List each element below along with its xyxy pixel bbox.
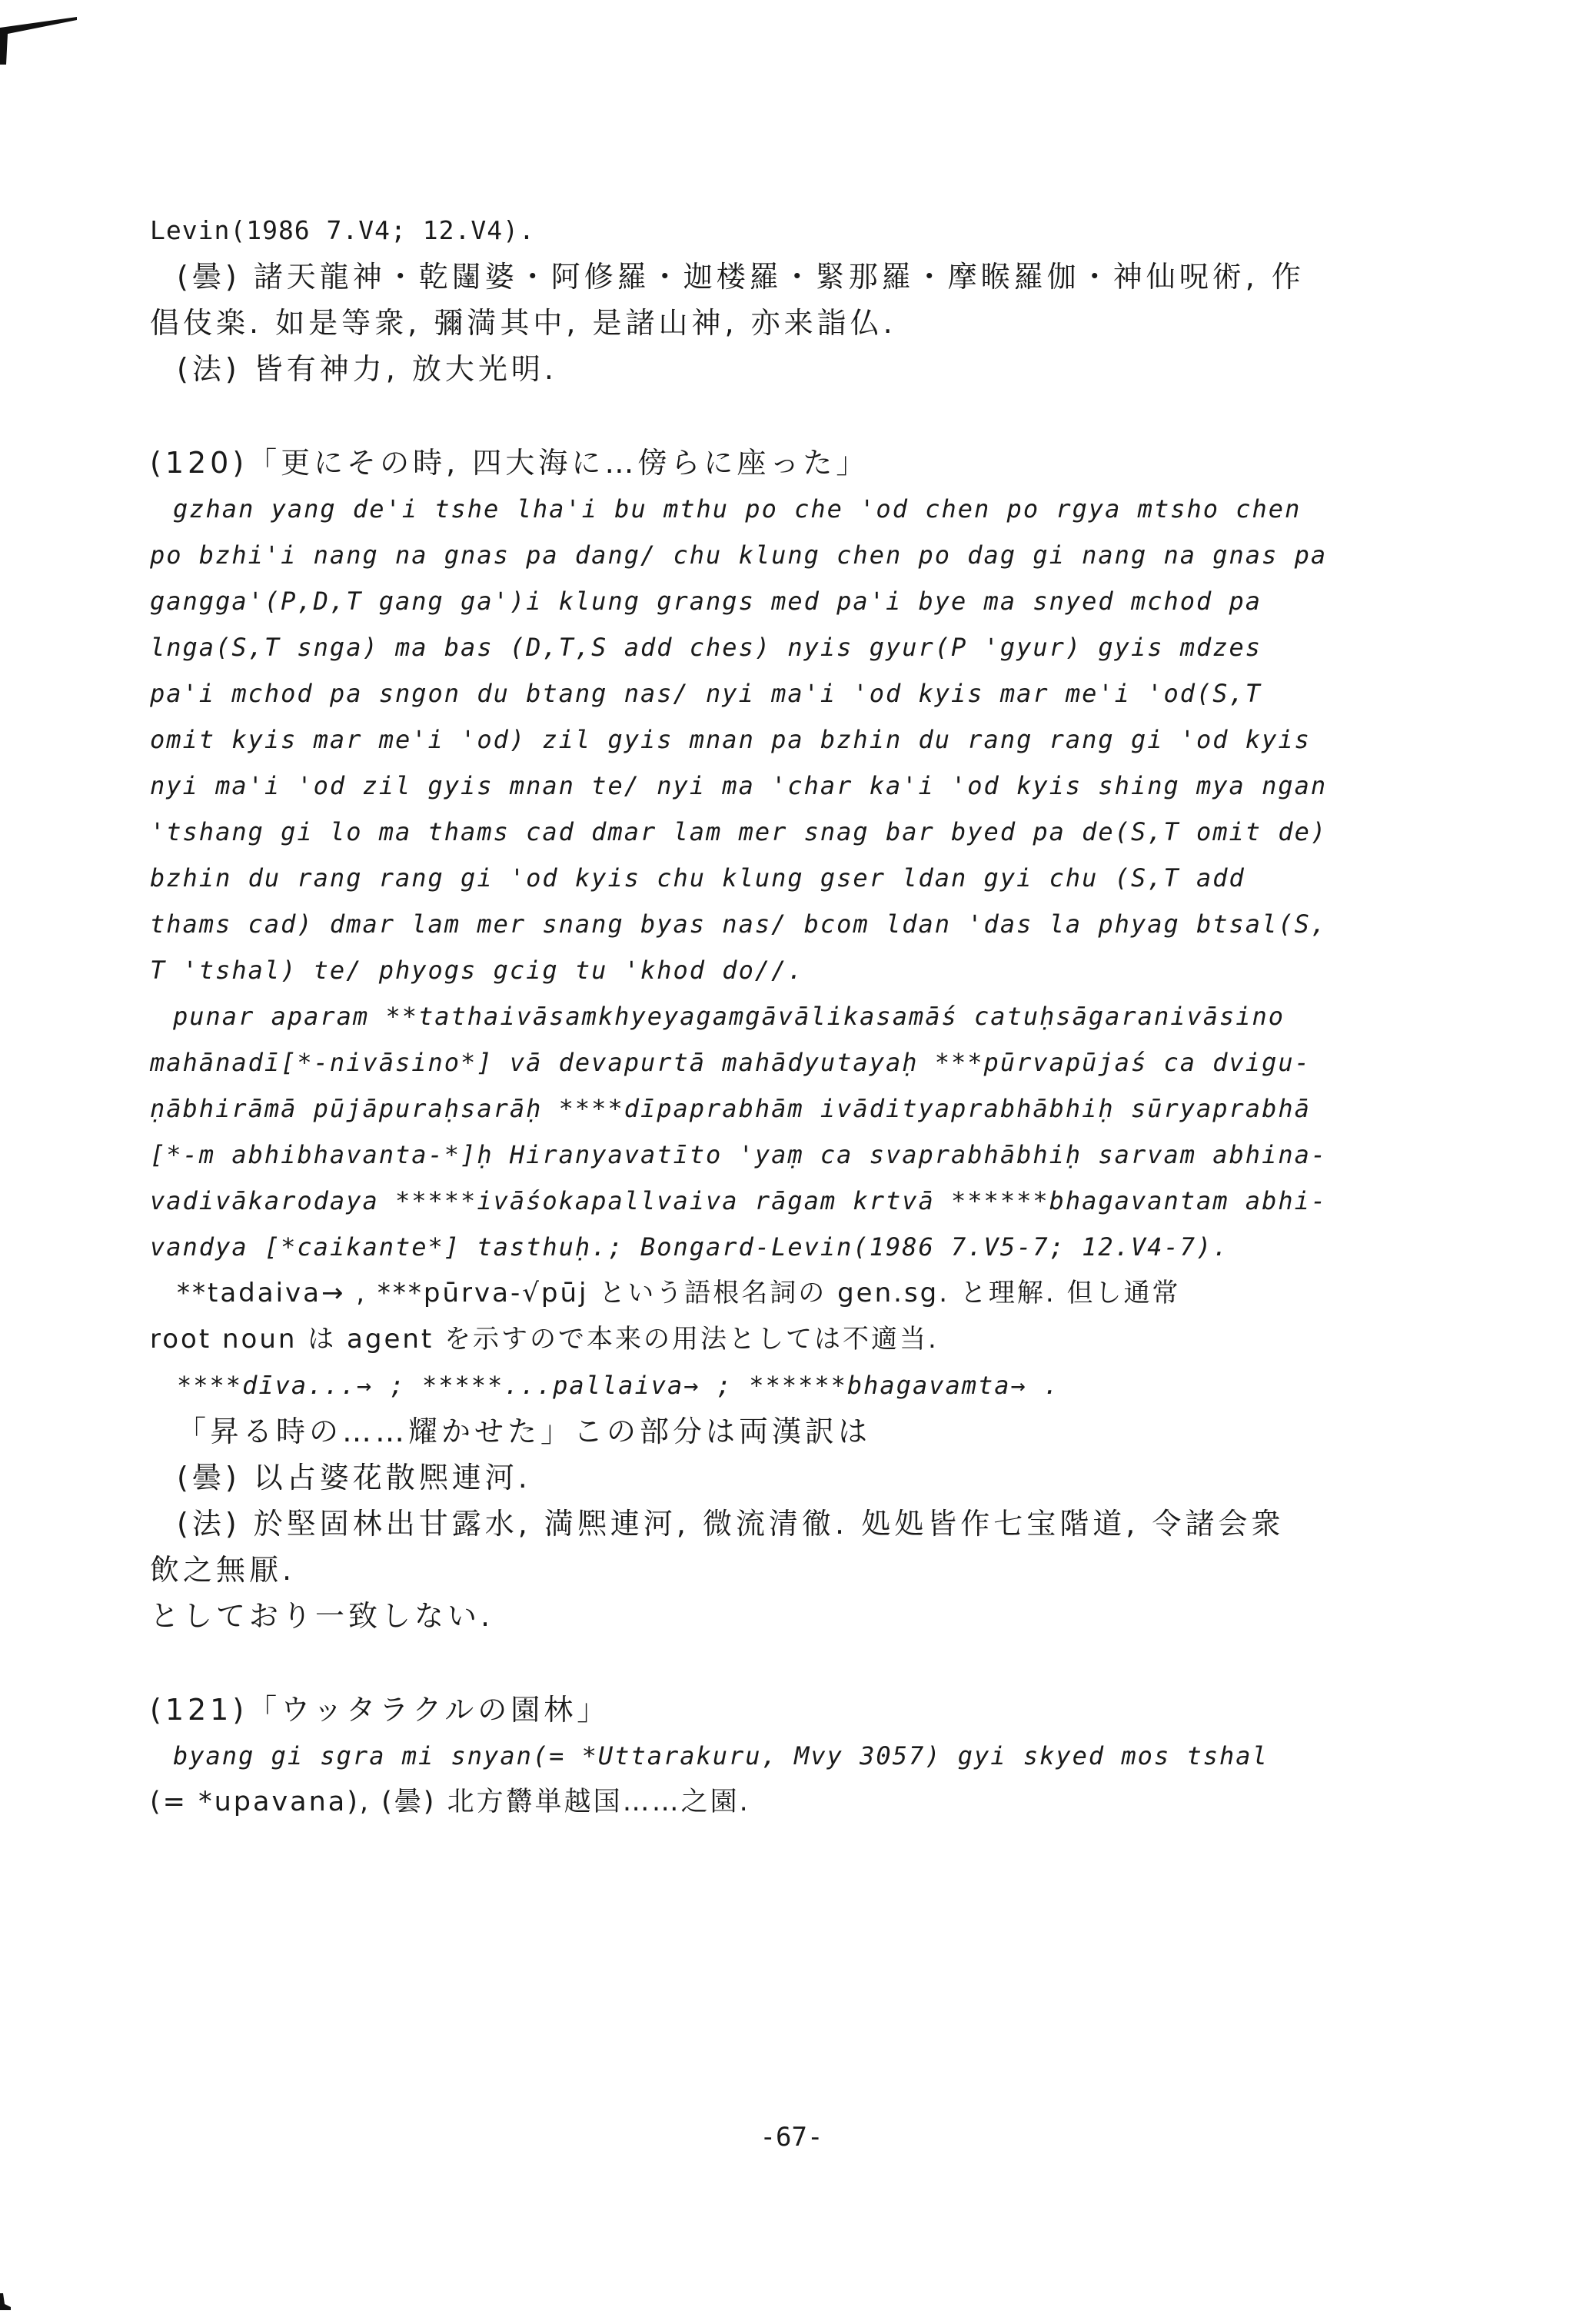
scan-corner-mark xyxy=(0,17,77,65)
text-line: 'tshang gi lo ma thams cad dmar lam mer snag bar byed pa de(S,T omit de) xyxy=(150,817,1328,846)
text-line: po bzhi'i nang na gnas pa dang/ chu klung chen po dag gi nang na gnas pa xyxy=(150,540,1328,570)
text-line: pa'i mchod pa sngon du btang nas/ nyi ma'i 'od kyis mar me'i 'od(S,T xyxy=(150,679,1262,708)
text-line: (法) 皆有神力, 放大光明. xyxy=(177,352,557,386)
document-body xyxy=(150,208,1353,1825)
text-line: gzhan yang de'i tshe lha'i bu mthu po che 'od chen po rgya mtsho chen xyxy=(173,494,1302,524)
text-line: 倡伎楽. 如是等衆, 彌満其中, 是諸山神, 亦来詣仏. xyxy=(150,306,896,340)
text-line: nyi ma'i 'od zil gyis mnan te/ nyi ma 'char ka'i 'od kyis shing mya ngan xyxy=(150,771,1328,800)
text-line: (曇) 以占婆花散熈連河. xyxy=(177,1461,531,1494)
text-line: bzhin du rang rang gi 'od kyis chu klung gser ldan gyi chu (S,T add xyxy=(150,863,1245,893)
text-line: ****dīva...→ ; *****...pallaiva→ ; ******bhagavamta→ . xyxy=(177,1371,1060,1400)
page-number: -67- xyxy=(760,2122,823,2153)
text-line: 飲之無厭. xyxy=(150,1553,296,1587)
text-line: (曇) 諸天龍神・乾闥婆・阿修羅・迦楼羅・緊那羅・摩睺羅伽・神仙呪術, 作 xyxy=(177,260,1305,294)
text-line: (= *upavana), (曇) 北方欝単越国……之園. xyxy=(150,1787,750,1817)
section-heading: (121)「ウッタラクルの園林」 xyxy=(150,1693,610,1727)
text-line: **tadaiva→ , ***pūrva-√pūj という語根名詞の gen.sg. と理解. 但し通常 xyxy=(177,1278,1181,1308)
text-line: thams cad) dmar lam mer snang byas nas/ bcom ldan 'das la phyag btsal(S, xyxy=(150,909,1328,939)
text-line: T 'tshal) te/ phyogs gcig tu 'khod do//. xyxy=(150,956,804,985)
text-line: byang gi sgra mi snyan(= *Uttarakuru, Mvy 3057) gyi skyed mos tshal xyxy=(173,1741,1269,1770)
text-line: ṇābhirāmā pūjāpuraḥsarāḥ ****dīpaprabhām ivādityaprabhābhiḥ sūryaprabhā xyxy=(150,1094,1311,1123)
text-line: root noun は agent を示すので本来の用法としては不適当. xyxy=(150,1324,939,1355)
text-line: gangga'(P,D,T gang ga')i klung grangs med pa'i bye ma snyed mchod pa xyxy=(150,587,1262,616)
text-line: [*-m abhibhavanta-*]ḥ Hiranyavatīto 'yaṃ ca svaprabhābhiḥ sarvam abhina- xyxy=(150,1140,1328,1169)
text-line: vadivākarodaya *****ivāśokapallvaiva rāgam krtvā ******bhagavantam abhi- xyxy=(150,1186,1328,1215)
section-heading: (120)「更にその時, 四大海に…傍らに座った」 xyxy=(150,446,870,480)
text-line: punar aparam **tathaivāsamkhyeyagamgāvālikasamāś catuḥsāgaranivāsino xyxy=(173,1002,1285,1031)
text-line: 「昇る時の……耀かせた」この部分は両漢訳は xyxy=(177,1415,872,1448)
text-line: としており一致しない. xyxy=(150,1599,494,1633)
text-line: lnga(S,T snga) ma bas (D,T,S add ches) nyis gyur(P 'gyur) gyis mdzes xyxy=(150,633,1262,662)
scan-corner-mark-bottom xyxy=(0,2293,11,2310)
text-line: mahānadī[*-nivāsino*] vā devapurtā mahādyutayaḥ ***pūrvapūjaś ca dvigu- xyxy=(150,1048,1311,1077)
text-line: Levin(1986 7.V4; 12.V4). xyxy=(150,215,535,245)
text-line: omit kyis mar me'i 'od) zil gyis mnan pa bzhin du rang rang gi 'od kyis xyxy=(150,725,1311,754)
text-line: vandya [*caikante*] tasthuḥ.; Bongard-Levin(1986 7.V5-7; 12.V4-7). xyxy=(150,1232,1229,1262)
text-line: (法) 於堅固林出甘露水, 満熈連河, 微流清徹. 処処皆作七宝階道, 令諸会衆 xyxy=(177,1507,1285,1541)
